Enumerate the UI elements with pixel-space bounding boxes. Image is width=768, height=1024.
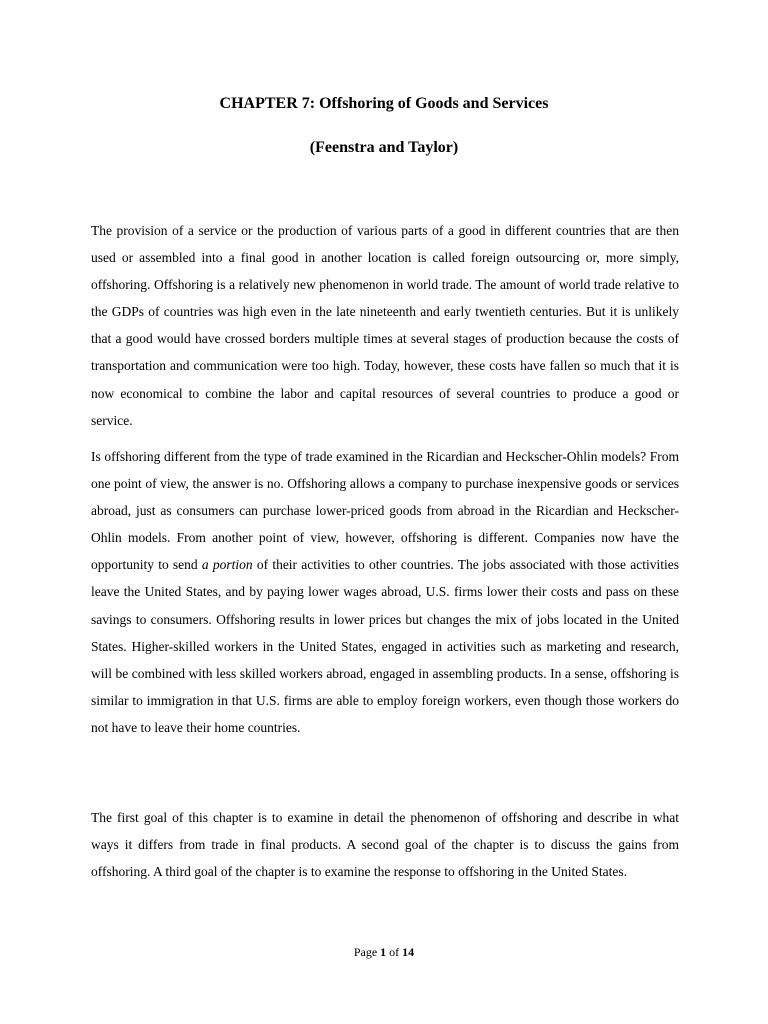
of-label: of <box>389 945 400 959</box>
page-number: 1 <box>380 945 387 959</box>
paragraph-2 <box>91 443 679 741</box>
chapter-title: CHAPTER 7: Offshoring of Goods and Services <box>219 95 549 112</box>
total-pages: 14 <box>402 945 415 959</box>
paragraph-2-text-start: Is offshoring different from the type of trade examined in the Ricardian and Heckscher-Ohlin models? From one point of view, the answer is no. Offshoring allows a company to purchase inexpensive goods or services abroad, just as consumers can purchase lower-priced goods from abroad in the Ricardian and Heckscher-Ohlin models. From another point of view, however, offshoring is different. Companies now have the opportunity to send <box>91 449 679 573</box>
paragraph-2-emphasis: a portion <box>201 557 253 573</box>
paragraph-1: The provision of a service or the production of various parts of a good in different countries that are then used or assembled into a final good in another location is called foreign outsourcing or, more simply, offshoring. Offshoring is a relatively new phenomenon in world trade. The amount of world trade relative to the GDPs of countries was high even in the late nineteenth and early twentieth centuries. But it is unlikely that a good would have crossed borders multiple times at several stages of production because the costs of transportation and communication were too high. Today, however, these costs have fallen so much that it is now economical to combine the labor and capital resources of several countries to produce a good or service. <box>91 223 679 428</box>
page-label: Page <box>353 945 378 959</box>
chapter-subtitle: (Feenstra and Taylor) <box>309 139 459 156</box>
paragraph-2-text-end: of their activities to other countries. The jobs associated with those activities leave the United States, and by paying lower wages abroad, U.S. firms lower their costs and pass on these savings to consumers. Offshoring results in lower prices but changes the mix of jobs located in the United States. Higher-skilled workers in the United States, engaged in activities such as marketing and research, will be combined with less skilled workers abroad, engaged in assembling products. In a sense, offshoring is similar to immigration in that U.S. firms are able to employ foreign workers, even though those workers do not have to leave their home countries. <box>91 557 680 735</box>
page-footer <box>0 944 768 960</box>
paragraph-3: The first goal of this chapter is to examine in detail the phenomenon of offshoring and describe in what ways it differs from trade in final products. A second goal of the chapter is to discuss the gains from offshoring. A third goal of the chapter is to examine the response to offshoring in the United States. <box>91 810 679 880</box>
